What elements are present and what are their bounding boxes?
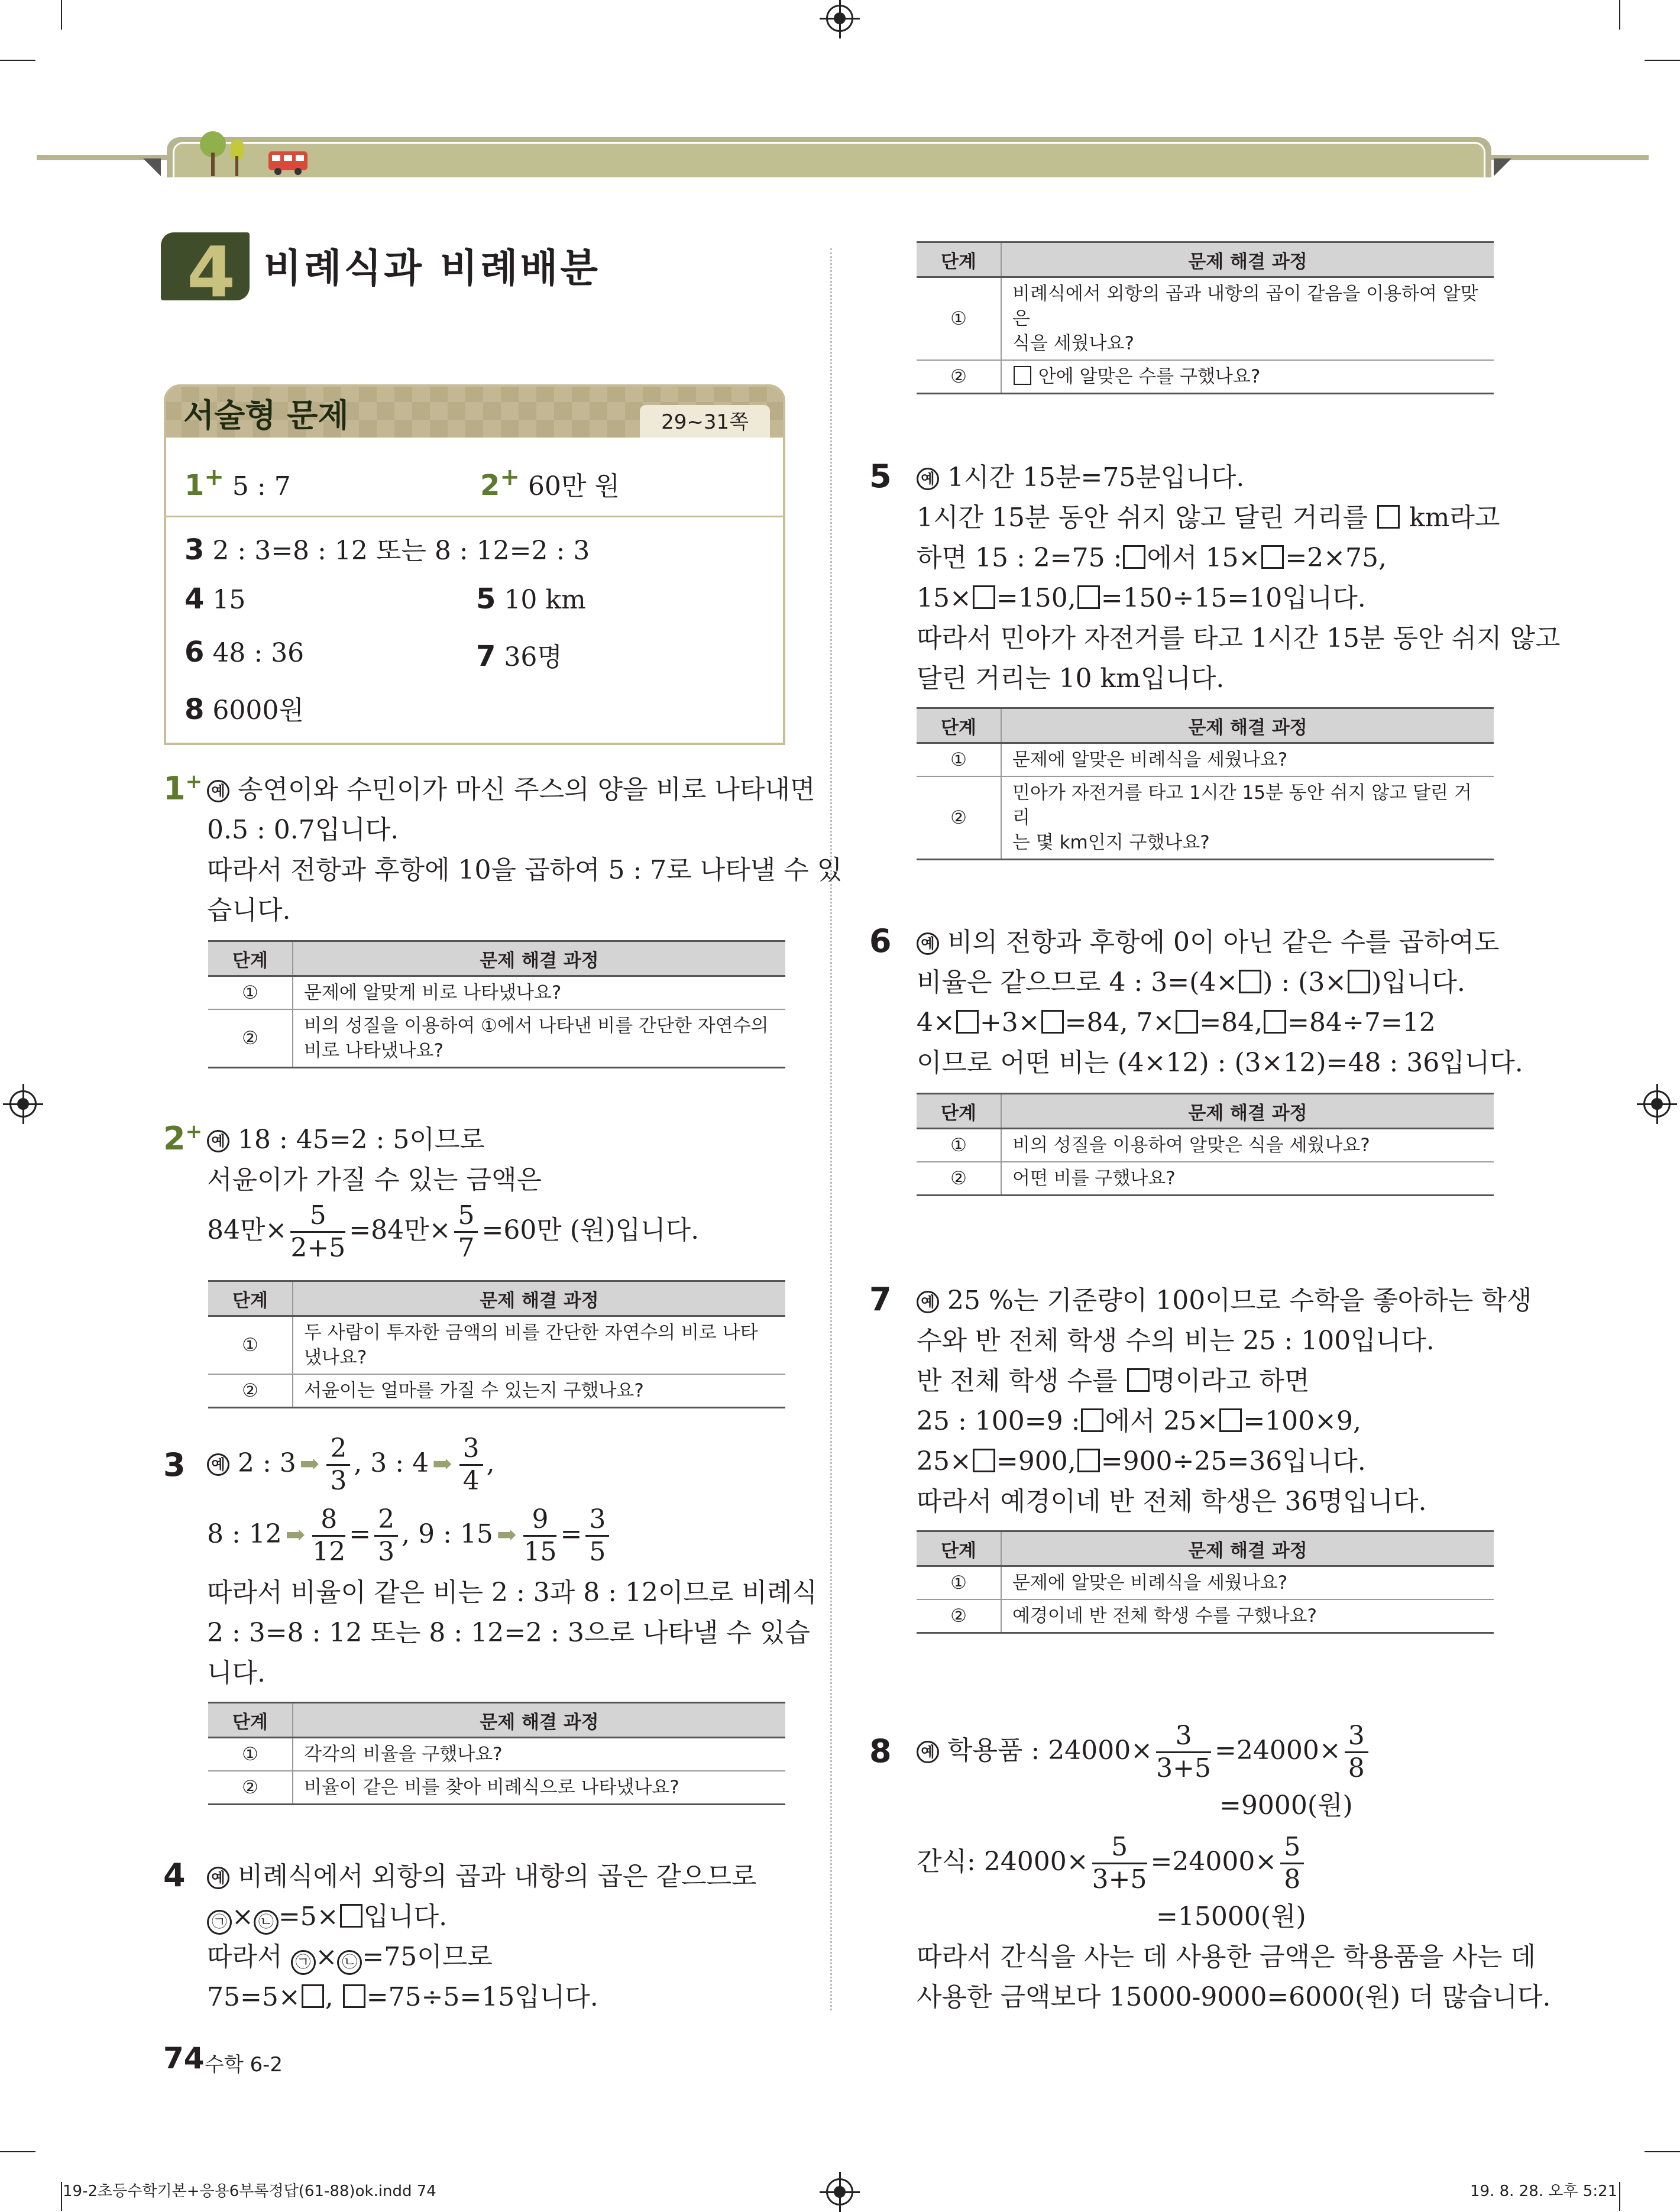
solution-text: 습니다. xyxy=(207,895,291,925)
example-mark: 예 xyxy=(207,1130,229,1152)
crop-mark xyxy=(61,2182,62,2211)
tree-icon xyxy=(196,129,261,176)
crop-mark xyxy=(1619,2182,1620,2211)
example-mark: 예 xyxy=(207,1453,229,1476)
table-header: 문제 해결 과정 xyxy=(293,941,785,976)
question-number: 6 xyxy=(869,922,892,960)
solution-text: 서윤이가 가질 수 있는 금액은 xyxy=(207,1165,542,1195)
table-row: ② 비의 성질을 이용하여 ①에서 나타낸 비를 간단한 자연수의 비로 나타냈나요? xyxy=(208,1009,785,1068)
blank-box xyxy=(1264,1010,1286,1034)
table-row: ② 서윤이는 얼마를 가질 수 있는지 구했나요? xyxy=(208,1374,785,1408)
circled-letter: ㉠ xyxy=(291,1950,316,1975)
solution-text: 1시간 15분 동안 쉬지 않고 달린 거리를 km라고 xyxy=(917,503,1500,533)
blank-box xyxy=(973,585,995,609)
column-divider xyxy=(830,248,832,2010)
example-mark: 예 xyxy=(207,780,229,802)
question-number: 3 xyxy=(163,1446,186,1484)
table-row: ① 문제에 알맞은 비례식을 세웠나요? xyxy=(917,743,1494,777)
solution-text: 예 1시간 15분=75분입니다. xyxy=(917,458,1244,498)
question-number: 1+ xyxy=(163,770,203,807)
crop-mark xyxy=(61,0,62,30)
solution-text: 25 : 100=9 : 에서 25× =100×9, xyxy=(917,1406,1362,1436)
solution-text: 따라서 전항과 후항에 10을 곱하여 5 : 7로 나타낼 수 있 xyxy=(207,855,843,885)
answer-item: 8 6000원 xyxy=(184,693,304,726)
blank-box xyxy=(956,1010,979,1034)
solution-text: 25× =900, =900÷25=36입니다. xyxy=(917,1446,1366,1476)
crop-mark xyxy=(1645,60,1680,61)
blank-box xyxy=(340,1904,362,1928)
table-row: ② 어떤 비를 구했나요? xyxy=(917,1162,1494,1196)
table-row: ② 안에 알맞은 수를 구했나요? xyxy=(917,360,1494,394)
solution-text: 75=5× , =75÷5=15입니다. xyxy=(207,1982,598,2012)
bus-icon xyxy=(267,149,310,176)
scoring-table: 단계 문제 해결 과정 ① 문제에 알맞은 비례식을 세웠나요? ② 예경이네 반 전체 학생 수를 구했나요? xyxy=(917,1530,1494,1634)
blank-box xyxy=(1041,1010,1064,1034)
example-mark: 예 xyxy=(917,468,939,490)
solution-text: 이므로 어떤 비는 (4×12) : (3×12)=48 : 36입니다. xyxy=(917,1048,1523,1078)
solution-text: 수와 반 전체 학생 수의 비는 25 : 100입니다. xyxy=(917,1326,1435,1356)
blank-box xyxy=(1123,545,1145,569)
divider xyxy=(166,516,783,517)
chapter-number: 4 xyxy=(187,231,236,313)
solution-text: 2 : 3=8 : 12 또는 8 : 12=2 : 3으로 나타낼 수 있습 xyxy=(207,1618,810,1648)
table-row: ① 비례식에서 외항의 곱과 내항의 곱이 같음을 이용하여 알맞은 식을 세웠나요? xyxy=(917,277,1494,361)
table-row: ① 두 사람이 투자한 금액의 비를 간단한 자연수의 비로 나타냈나요? xyxy=(208,1316,785,1375)
solution-text: 예 송연이와 수민이가 마신 주스의 양을 비로 나타내면 xyxy=(207,770,815,810)
formula: 84만× $\frac{5}{2+5}$ =84만× $\frac{5}{7}$ =60만 (원)입니다. xyxy=(207,1200,700,1263)
scoring-table: 단계 문제 해결 과정 ① 비례식에서 외항의 곱과 내항의 곱이 같음을 이용하여 알맞은 식을 세웠나요? ② 안에 알맞은 수를 구했나요? xyxy=(917,241,1494,394)
page-number: 74 xyxy=(163,2041,205,2075)
answer-item: 3 2 : 3=8 : 12 또는 8 : 12=2 : 3 xyxy=(184,533,590,566)
solution-text: 예 18 : 45=2 : 5이므로 xyxy=(207,1120,485,1160)
solution-text: 따라서 민아가 자전거를 타고 1시간 15분 동안 쉬지 않고 xyxy=(917,623,1561,653)
registration-mark-icon xyxy=(826,5,853,32)
answer-item: 7 36명 xyxy=(476,640,562,673)
answer-item: 4 15 xyxy=(184,582,246,616)
solution-text: 니다. xyxy=(207,1658,266,1688)
arrow-icon: ➡ xyxy=(432,1450,452,1478)
solution-text: 따라서 비율이 같은 비는 2 : 3과 8 : 12이므로 비례식 xyxy=(207,1578,818,1608)
solution-text: 사용한 금액보다 15000-9000=6000(원) 더 많습니다. xyxy=(917,1982,1551,2012)
question-number: 7 xyxy=(869,1281,892,1318)
blank-box xyxy=(1348,970,1370,993)
solution-text: 따라서 예경이네 반 전체 학생은 36명입니다. xyxy=(917,1486,1427,1517)
blank-box xyxy=(1127,1368,1150,1392)
book-subject: 수학 6-2 xyxy=(205,2053,283,2077)
question-number: 8 xyxy=(869,1732,892,1770)
arrow-icon: ➡ xyxy=(299,1450,320,1478)
blank-box xyxy=(1176,1010,1198,1034)
blank-box xyxy=(1077,585,1100,609)
registration-mark-icon xyxy=(1643,1090,1671,1118)
scoring-table: 단계 문제 해결 과정 ① 두 사람이 투자한 금액의 비를 간단한 자연수의 비로 나타냈나요? ② 서윤이는 얼마를 가질 수 있는지 구했나요? xyxy=(208,1280,785,1408)
solution-text: 15× =150, =150÷15=10입니다. xyxy=(917,583,1366,613)
blank-box xyxy=(1261,545,1284,569)
table-row: ① 문제에 알맞은 비례식을 세웠나요? xyxy=(917,1566,1494,1600)
table-row: ② 예경이네 반 전체 학생 수를 구했나요? xyxy=(917,1599,1494,1633)
scoring-table: 단계 문제 해결 과정 ① 각각의 비율을 구했나요? ② 비율이 같은 비를 찾아 비례식으로 나타냈나요? xyxy=(208,1702,785,1805)
formula: 8 : 12 ➡ $\frac{8}{12}$ = $\frac{2}{3}$ , 9 : 15 ➡ $\frac{9}{15}$ = $\frac{3}{5}$ xyxy=(207,1504,613,1567)
table-row: ① 문제에 알맞게 비로 나타냈나요? xyxy=(208,976,785,1010)
table-row: ② 민아가 자전거를 타고 1시간 15분 동안 쉬지 않고 달린 거리 는 몇 km인지 구했나요? xyxy=(917,776,1494,860)
corner-arrow-icon xyxy=(1494,158,1511,176)
question-number: 2+ xyxy=(163,1120,203,1157)
circled-letter: ㉠ xyxy=(207,1910,232,1935)
arrow-icon: ➡ xyxy=(496,1521,517,1549)
solution-text: 하면 15 : 2=75 : 에서 15× =2×75, xyxy=(917,543,1387,573)
solution-text: 0.5 : 0.7입니다. xyxy=(207,815,399,845)
formula: 간식: 24000× $\frac{5}{3+5}$ =24000× $\frac{5}{8}$ xyxy=(917,1832,1307,1895)
arrow-icon: ➡ xyxy=(285,1521,306,1549)
example-mark: 예 xyxy=(917,1291,939,1313)
formula: 예 2 : 3 ➡ $\frac{2}{3}$ , 3 : 4 ➡ $\frac{3}{4}$ , xyxy=(207,1433,495,1497)
answer-item: 5 10 km xyxy=(476,582,586,616)
table-row: ② 비율이 같은 비를 찾아 비례식으로 나타냈나요? xyxy=(208,1771,785,1805)
blank-box xyxy=(1081,1408,1103,1432)
print-date: 19. 8. 28. 오후 5:21 xyxy=(1470,2182,1618,2200)
solution-text: 따라서 간식을 사는 데 사용한 금액은 학용품을 사는 데 xyxy=(917,1942,1536,1972)
example-mark: 예 xyxy=(917,1741,939,1763)
formula: =9000(원) xyxy=(1219,1790,1353,1821)
chapter-number-badge xyxy=(161,231,250,313)
blank-box xyxy=(1239,970,1261,993)
solution-text: 예 비례식에서 외항의 곱과 내항의 곱은 같으므로 xyxy=(207,1857,757,1897)
scoring-table: 단계 문제 해결 과정 ① 비의 성질을 이용하여 알맞은 식을 세웠나요? ② 어떤 비를 구했나요? xyxy=(917,1093,1494,1196)
question-number: 4 xyxy=(163,1857,186,1894)
table-header: 단계 xyxy=(208,941,293,976)
example-mark: 예 xyxy=(917,932,939,955)
solution-text: 따라서 ㉠ × ㉡ =75이므로 xyxy=(207,1937,493,1977)
blank-box xyxy=(1219,1408,1242,1432)
blank-box xyxy=(343,1984,365,2008)
solution-text: ㉠ × ㉡ =5× 입니다. xyxy=(207,1897,447,1937)
registration-mark-icon xyxy=(9,1090,37,1118)
formula: 예 학용품 : 24000× $\frac{3}{3+5}$ =24000× $\frac{3}{8}$ xyxy=(917,1721,1372,1784)
registration-mark-icon xyxy=(826,2178,853,2205)
answer-item: 2+ 60만 원 xyxy=(480,464,620,502)
blank-box xyxy=(1077,1449,1100,1472)
crop-mark xyxy=(1645,2151,1680,2152)
scoring-table: 단계 문제 해결 과정 ① 문제에 알맞은 비례식을 세웠나요? ② 민아가 자전거를 타고 1시간 15분 동안 쉬지 않고 달린 거리 는 몇 km인지 구했나요? xyxy=(917,707,1494,860)
solution-text: 달린 거리는 10 km입니다. xyxy=(917,663,1225,694)
circled-letter: ㉡ xyxy=(337,1950,362,1975)
question-number: 5 xyxy=(869,458,892,495)
table-row: ① 비의 성질을 이용하여 알맞은 식을 세웠나요? xyxy=(917,1129,1494,1162)
formula: =15000(원) xyxy=(1156,1902,1306,1932)
solution-text: 예 25 %는 기준량이 100이므로 수학을 좋아하는 학생 xyxy=(917,1281,1532,1321)
scoring-table xyxy=(208,940,785,1068)
example-mark: 예 xyxy=(207,1867,229,1889)
circled-letter: ㉡ xyxy=(254,1910,279,1935)
blank-box xyxy=(1377,505,1400,529)
file-slug: 19-2초등수학기본+응용6부록정답(61-88)ok.indd 74 xyxy=(63,2182,436,2200)
blank-box xyxy=(1014,366,1031,385)
section-pages: 29~31쪽 xyxy=(640,405,770,438)
section-title: 서술형 문제 xyxy=(183,397,349,434)
blank-box xyxy=(302,1984,324,2008)
crop-mark xyxy=(1619,0,1620,30)
answer-item: 6 48 : 36 xyxy=(184,636,305,669)
crop-mark xyxy=(0,2151,35,2152)
solution-text: 예 비의 전항과 후항에 0이 아닌 같은 수를 곱하여도 xyxy=(917,922,1499,963)
header-tab-inner xyxy=(173,142,1485,177)
corner-arrow-icon xyxy=(143,158,161,176)
blank-box xyxy=(973,1449,995,1472)
answer-item: 1+ 5 : 7 xyxy=(184,464,291,502)
crop-mark xyxy=(0,60,35,61)
chapter-title: 비례식과 비례배분 xyxy=(264,245,601,291)
solution-text: 4× +3× =84, 7× =84, =84÷7=12 xyxy=(917,1008,1436,1038)
solution-text: 비율은 같으므로 4 : 3=(4× ) : (3× )입니다. xyxy=(917,967,1465,997)
solution-text: 반 전체 학생 수를 명이라고 하면 xyxy=(917,1366,1310,1396)
table-row: ① 각각의 비율을 구했나요? xyxy=(208,1738,785,1771)
